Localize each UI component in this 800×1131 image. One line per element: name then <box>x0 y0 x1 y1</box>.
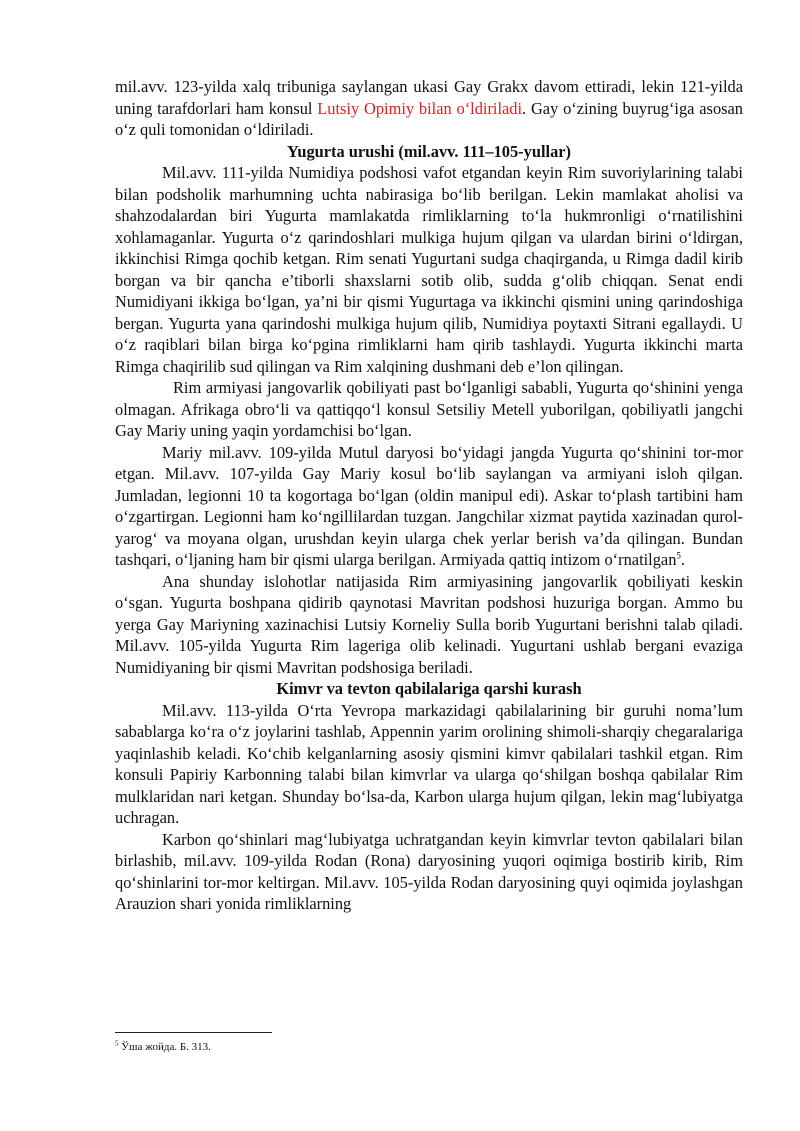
intro-highlight-text: Lutsiy Opimiy bilan o‘ldiriladi <box>317 98 523 118</box>
footnote <box>115 1040 743 1054</box>
footnote-number: 5 <box>115 1039 119 1048</box>
intro-text-after: . Gay o‘zining buyrug‘iga asosan o‘z quli tomonidan o‘ldiriladi. <box>115 98 743 139</box>
section2-paragraph-2: Karbon qo‘shinlari mag‘lubiyatga uchratgandan keyin kimvrlar tevton qabilalari bilan birlashib, mil.avv. 109-yilda Rodan (Rona) daryosining yuqori oqimiga bostirib kirib, Rim qo‘shinlarini tor-mor keltirgan. Mil.avv. 105-yilda Rodan daryosining quyi oqimida joylashgan Arauzion shari yonida rimliklarning <box>115 829 743 913</box>
section2-paragraph-1: Mil.avv. 113-yilda O‘rta Yevropa markazidagi qabilalarining bir guruhi noma’lum sabablarga ko‘ra o‘z joylarini tashlab, Appennin yarim orolining shimoli-sharqiy chegaralariga yaqinlashib keladi. Ko‘chib kelganlarning asosiy qismini kimvr qabilalari tashkil etgan. Rim konsuli Papiriy Karbonning talabi bilan kimvrlar va ularga qo‘shilgan boshqa qabilalar Rim mulklaridan nari ketgan. Shunday bo‘lsa-da, Karbon ularga hujum qilgan, lekin mag‘lubiyatga uchragan. <box>115 700 743 827</box>
page-body <box>115 76 743 915</box>
footnote-reference: 5 <box>676 550 681 561</box>
section1-paragraph-1: Mil.avv. 111-yilda Numidiya podshosi vafot etgandan keyin Rim suvoriylarining talabi bilan podsholik marhumning uchta nabirasiga bo‘lib berilgan. Lekin mamlakat aholisi va shahzodalardan biri Yugurta mamlakatda rimliklarning to‘la hukmronligi o‘rnatilishini xohlamaganlar. Yugurta o‘z qarindoshlari mulkiga hujum qilgan va ulardan birini o‘ldirgan, ikkinchisi Rimga qochib ketgan. Rim senati Yugurtani sudga chaqirganda, u Rimga dadil kirib borgan va bir qancha e’tiborli shaxslarni sotib olib, sudda g‘olib chiqqan. Senat endi Numidiyani ikkiga bo‘lgan, ya’ni bir qismi Yugurtaga va ikkinchi qismini uning qarindoshiga bergan. Yugurta yana qarindoshi mulkiga hujum qilib, Numidiya poytaxti Sitrani egallaydi. U o‘z raqiblari bilan birga ko‘pgina rimliklarni ham qirib tashlaydi. Yugurta ikkinchi marta Rimga chaqirilib sud qilingan va Rim xalqining dushmani deb e’lon qilingan. <box>115 163 743 376</box>
section1-paragraph-3-text: Mariy mil.avv. 109-yilda Mutul daryosi bo‘yidagi jangda Yugurta qo‘shinini tor-mor etgan. Mil.avv. 107-yilda Gay Mariy kosul bo‘lib saylangan va armiyani isloh qilgan. Jumladan, legionni 10 ta kogortaga bo‘lgan (oldin manipul edi). Askar to‘plash tartibini ham o‘zgartirgan. Legionni ham ko‘ngillilardan tuzgan. Jangchilar xizmat paytida xazinadan qurol-yarog‘ va moyana olgan, urushdan keyin ularga chek yerlar berish va’da qilingan. Bundan tashqari, o‘ljaning ham bir qismi ularga berilgan. Armiyada qattiq intizom o‘rnatilgan <box>115 442 743 569</box>
section1-paragraph-3-end: . <box>680 550 686 569</box>
section1-paragraph-3 <box>115 442 743 571</box>
footnote-separator <box>115 1032 272 1033</box>
intro-text-before: mil.avv. 123-yilda xalq tribuniga saylangan ukasi Gay Grakx davom ettiradi, lekin 121-yilda uning tarafdorlari ham konsul <box>115 77 743 118</box>
section1-paragraph-2: Rim armiyasi jangovarlik qobiliyati past bo‘lganligi sababli, Yugurta qo‘shinini yenga olmagan. Afrikaga obro‘li va qattiqqo‘l konsul Setsiliy Metell yuborilgan, qobiliyatli jangchi Gay Mariy uning yaqin yordamchisi bo‘lgan. <box>115 378 743 440</box>
section-heading-yugurta: Yugurta urushi (mil.avv. 111–105-yullar) <box>287 141 571 161</box>
intro-paragraph <box>115 76 743 141</box>
section1-paragraph-4: Ana shunday islohotlar natijasida Rim armiyasining jangovarlik qobiliyati keskin o‘sgan. Yugurta boshpana qidirib qaynotasi Mavritan podshosi huzuriga borgan. Ammo bu yerga Gay Mariyning xazinachisi Lutsiy Korneliy Sulla borib Yugurtani berishni talab qiladi. Mil.avv. 105-yilda Yugurta Rim lageriga olib kelinadi. Yugurtani ushlab bergani evaziga Numidiyaning bir qismi Mavritan podshosiga beriladi. <box>115 571 743 677</box>
footnote-text: Ўша жойда. Б. 313. <box>118 1041 211 1053</box>
section-heading-kimvr: Kimvr va tevton qabilalariga qarshi kurash <box>276 679 582 698</box>
